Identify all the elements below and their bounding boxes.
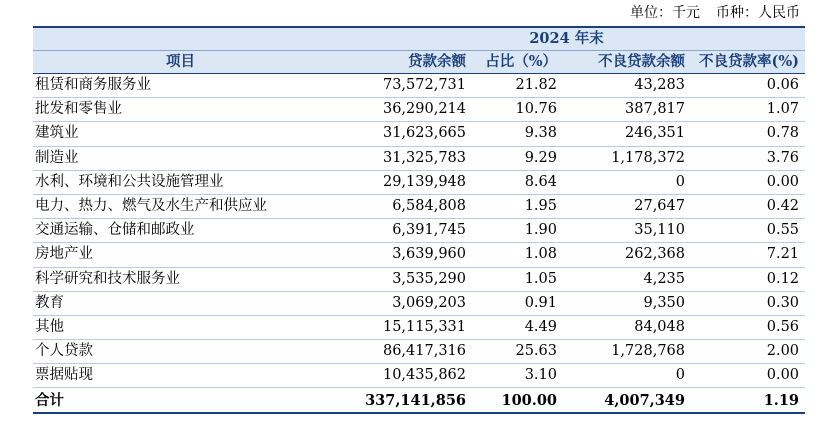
cell-npl: 35,110 <box>563 219 691 243</box>
cell-npl-ratio: 0.12 <box>691 267 805 291</box>
header-balance: 贷款余额 <box>328 51 472 74</box>
cell-item: 其他 <box>33 315 328 339</box>
cell-balance: 3,639,960 <box>328 243 472 267</box>
cell-npl-ratio: 0.78 <box>691 122 805 146</box>
cell-item: 个人贷款 <box>33 340 328 364</box>
cell-share: 8.64 <box>472 170 563 194</box>
total-item: 合计 <box>33 388 328 413</box>
unit-note <box>630 4 800 22</box>
cell-balance: 73,572,731 <box>328 74 472 98</box>
cell-share: 9.29 <box>472 146 563 170</box>
period-label: 2024 年末 <box>328 27 805 51</box>
table-row <box>33 291 805 315</box>
cell-item: 制造业 <box>33 146 328 170</box>
loan-industry-table <box>33 26 805 414</box>
total-balance: 337,141,856 <box>328 388 472 413</box>
cell-balance: 6,391,745 <box>328 219 472 243</box>
cell-balance: 6,584,808 <box>328 194 472 218</box>
table-row <box>33 267 805 291</box>
cell-item: 交通运输、仓储和邮政业 <box>33 219 328 243</box>
cell-npl-ratio: 3.76 <box>691 146 805 170</box>
cell-item: 建筑业 <box>33 122 328 146</box>
cell-item: 票据贴现 <box>33 364 328 388</box>
period-header-row <box>33 27 805 51</box>
cell-item: 科学研究和技术服务业 <box>33 267 328 291</box>
cell-npl-ratio: 2.00 <box>691 340 805 364</box>
cell-share: 21.82 <box>472 74 563 98</box>
cell-balance: 10,435,862 <box>328 364 472 388</box>
table-row <box>33 74 805 98</box>
total-share: 100.00 <box>472 388 563 413</box>
header-item: 项目 <box>33 51 328 74</box>
cell-balance: 3,535,290 <box>328 267 472 291</box>
table-row <box>33 122 805 146</box>
header-share: 占比（%） <box>472 51 563 74</box>
cell-npl-ratio: 0.30 <box>691 291 805 315</box>
cell-npl-ratio: 0.00 <box>691 364 805 388</box>
table-row <box>33 219 805 243</box>
cell-npl: 387,817 <box>563 98 691 122</box>
cell-npl: 43,283 <box>563 74 691 98</box>
cell-item: 房地产业 <box>33 243 328 267</box>
cell-balance: 31,325,783 <box>328 146 472 170</box>
cell-share: 1.90 <box>472 219 563 243</box>
cell-balance: 3,069,203 <box>328 291 472 315</box>
cell-npl-ratio: 0.55 <box>691 219 805 243</box>
cell-npl: 4,235 <box>563 267 691 291</box>
cell-share: 10.76 <box>472 98 563 122</box>
cell-npl-ratio: 1.07 <box>691 98 805 122</box>
total-row <box>33 388 805 413</box>
cell-item: 电力、热力、燃气及水生产和供应业 <box>33 194 328 218</box>
table-row <box>33 364 805 388</box>
table-row <box>33 315 805 339</box>
table-row <box>33 243 805 267</box>
table-row <box>33 98 805 122</box>
cell-share: 1.08 <box>472 243 563 267</box>
cell-item: 租赁和商务服务业 <box>33 74 328 98</box>
cell-balance: 36,290,214 <box>328 98 472 122</box>
cell-share: 25.63 <box>472 340 563 364</box>
table-body <box>33 74 805 388</box>
cell-share: 0.91 <box>472 291 563 315</box>
cell-share: 4.49 <box>472 315 563 339</box>
cell-npl-ratio: 0.56 <box>691 315 805 339</box>
cell-npl: 1,178,372 <box>563 146 691 170</box>
cell-share: 1.05 <box>472 267 563 291</box>
cell-npl: 9,350 <box>563 291 691 315</box>
total-npl: 4,007,349 <box>563 388 691 413</box>
cell-share: 1.95 <box>472 194 563 218</box>
cell-npl-ratio: 0.42 <box>691 194 805 218</box>
cell-npl-ratio: 7.21 <box>691 243 805 267</box>
cell-npl: 0 <box>563 170 691 194</box>
cell-item: 教育 <box>33 291 328 315</box>
cell-balance: 31,623,665 <box>328 122 472 146</box>
cell-item: 水利、环境和公共设施管理业 <box>33 170 328 194</box>
header-npl: 不良贷款余额 <box>563 51 691 74</box>
period-label-spacer <box>33 27 328 51</box>
cell-npl-ratio: 0.00 <box>691 170 805 194</box>
table-row <box>33 170 805 194</box>
cell-share: 9.38 <box>472 122 563 146</box>
currency-label: 币种：人民币 <box>716 5 800 21</box>
header-npl-ratio: 不良贷款率(%) <box>691 51 805 74</box>
cell-item: 批发和零售业 <box>33 98 328 122</box>
cell-npl: 1,728,768 <box>563 340 691 364</box>
cell-balance: 15,115,331 <box>328 315 472 339</box>
cell-balance: 86,417,316 <box>328 340 472 364</box>
cell-npl: 84,048 <box>563 315 691 339</box>
total-npl-ratio: 1.19 <box>691 388 805 413</box>
cell-balance: 29,139,948 <box>328 170 472 194</box>
cell-npl: 27,647 <box>563 194 691 218</box>
cell-npl: 246,351 <box>563 122 691 146</box>
cell-npl: 0 <box>563 364 691 388</box>
column-header-row <box>33 51 805 74</box>
table-row <box>33 146 805 170</box>
unit-label: 单位：千元 <box>630 5 700 21</box>
cell-npl-ratio: 0.06 <box>691 74 805 98</box>
cell-share: 3.10 <box>472 364 563 388</box>
table-row <box>33 340 805 364</box>
table-row <box>33 194 805 218</box>
cell-npl: 262,368 <box>563 243 691 267</box>
